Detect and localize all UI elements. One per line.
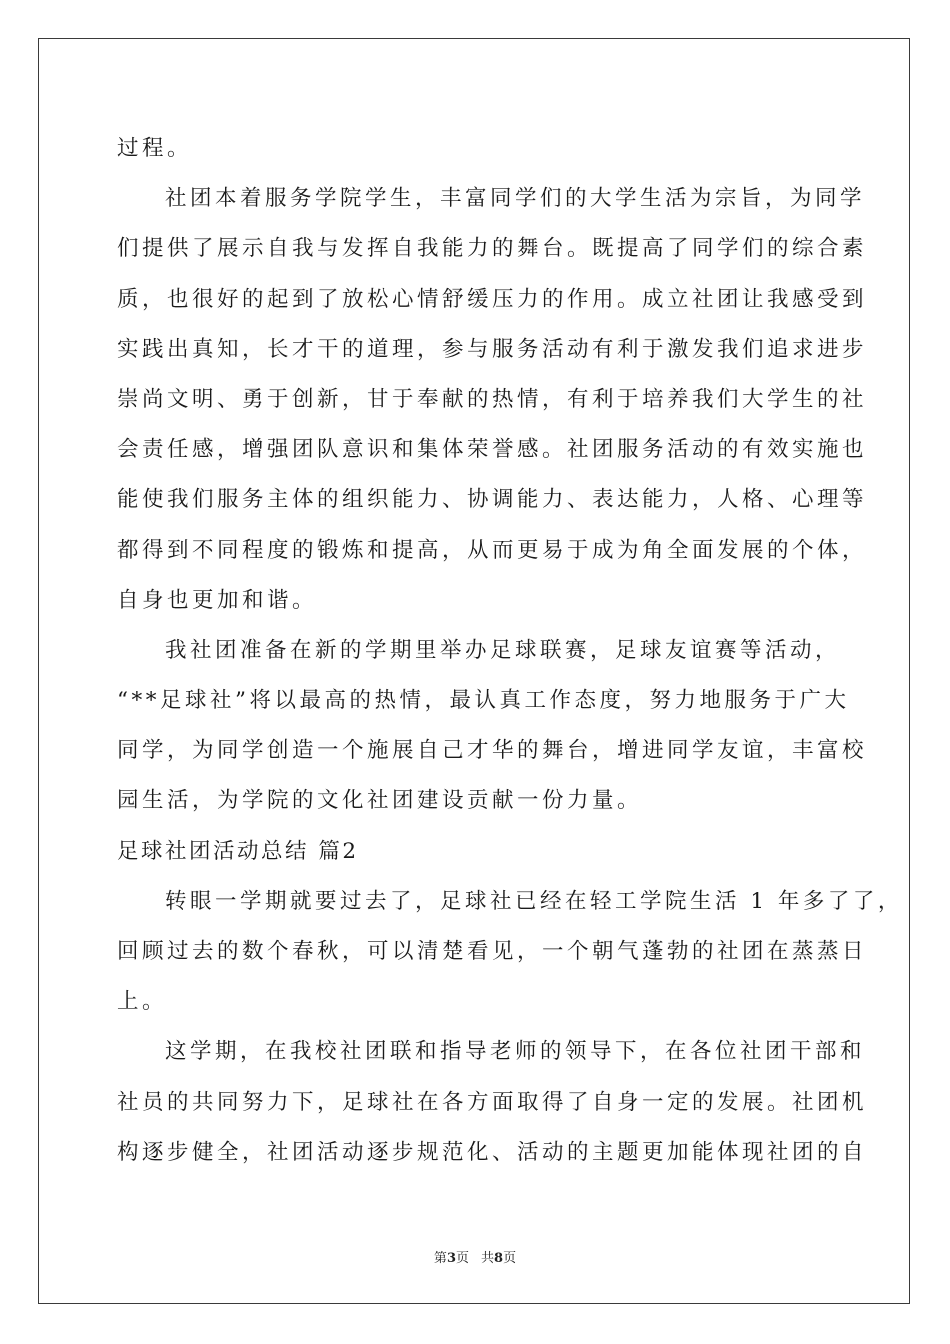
text-line: 崇尚文明、勇于创新，甘于奉献的热情，有利于培养我们大学生的社 <box>117 386 868 412</box>
text-line: 质，也很好的起到了放松心情舒缓压力的作用。成立社团让我感受到 <box>117 286 868 312</box>
text-line: 会责任感，增强团队意识和集体荣誉感。社团服务活动的有效实施也 <box>117 437 868 463</box>
text-line: 构逐步健全，社团活动逐步规范化、活动的主题更加能体现社团的自 <box>117 1139 868 1165</box>
text-line: 园生活，为学院的文化社团建设贡献一份力量。 <box>117 788 643 814</box>
page-footer <box>0 1247 950 1266</box>
page-suffix: 页 <box>455 1251 469 1266</box>
page-prefix: 第 <box>433 1251 447 1266</box>
text-line: 能使我们服务主体的组织能力、协调能力、表达能力，人格、心理等 <box>117 487 868 513</box>
text-line: 社员的共同努力下，足球社在各方面取得了自身一定的发展。社团机 <box>117 1089 868 1115</box>
text-line: “**足球社”将以最高的热情，最认真工作态度，努力地服务于广大 <box>117 688 850 714</box>
section-heading: 足球社团活动总结 篇2 <box>117 838 359 864</box>
document-body <box>117 124 903 1178</box>
total-prefix: 共 <box>481 1251 495 1266</box>
paragraph-start-line: 社团本着服务学院学生，丰富同学们的大学生活为宗旨，为同学 <box>165 186 866 212</box>
text-line: 都得到不同程度的锻炼和提高，从而更易于成为角全面发展的个体， <box>117 537 868 563</box>
text-line: 实践出真知，长才干的道理，参与服务活动有利于激发我们追求进步 <box>117 336 868 362</box>
text-line: 过程。 <box>117 136 193 161</box>
text-line: 自身也更加和谐。 <box>117 587 318 613</box>
paragraph-start-line: 我社团准备在新的学期里举办足球联赛，足球友谊赛等活动， <box>165 637 841 663</box>
text-line: 们提供了展示自我与发挥自我能力的舞台。既提高了同学们的综合素 <box>117 236 868 262</box>
paragraph-start-line: 转眼一学期就要过去了，足球社已经在轻工学院生活 1 年多了了， <box>165 888 903 914</box>
text-line: 回顾过去的数个春秋，可以清楚看见，一个朝气蓬勃的社团在蒸蒸日 <box>117 939 868 964</box>
total-suffix: 页 <box>503 1251 517 1266</box>
text-line: 上。 <box>117 989 168 1015</box>
text-line: 同学，为同学创造一个施展自己才华的舞台，增进同学友谊，丰富校 <box>117 738 868 764</box>
page-number: 3 <box>446 1251 456 1266</box>
paragraph-start-line: 这学期，在我校社团联和指导老师的领导下，在各位社团干部和 <box>165 1039 866 1065</box>
total-pages: 8 <box>494 1251 504 1266</box>
